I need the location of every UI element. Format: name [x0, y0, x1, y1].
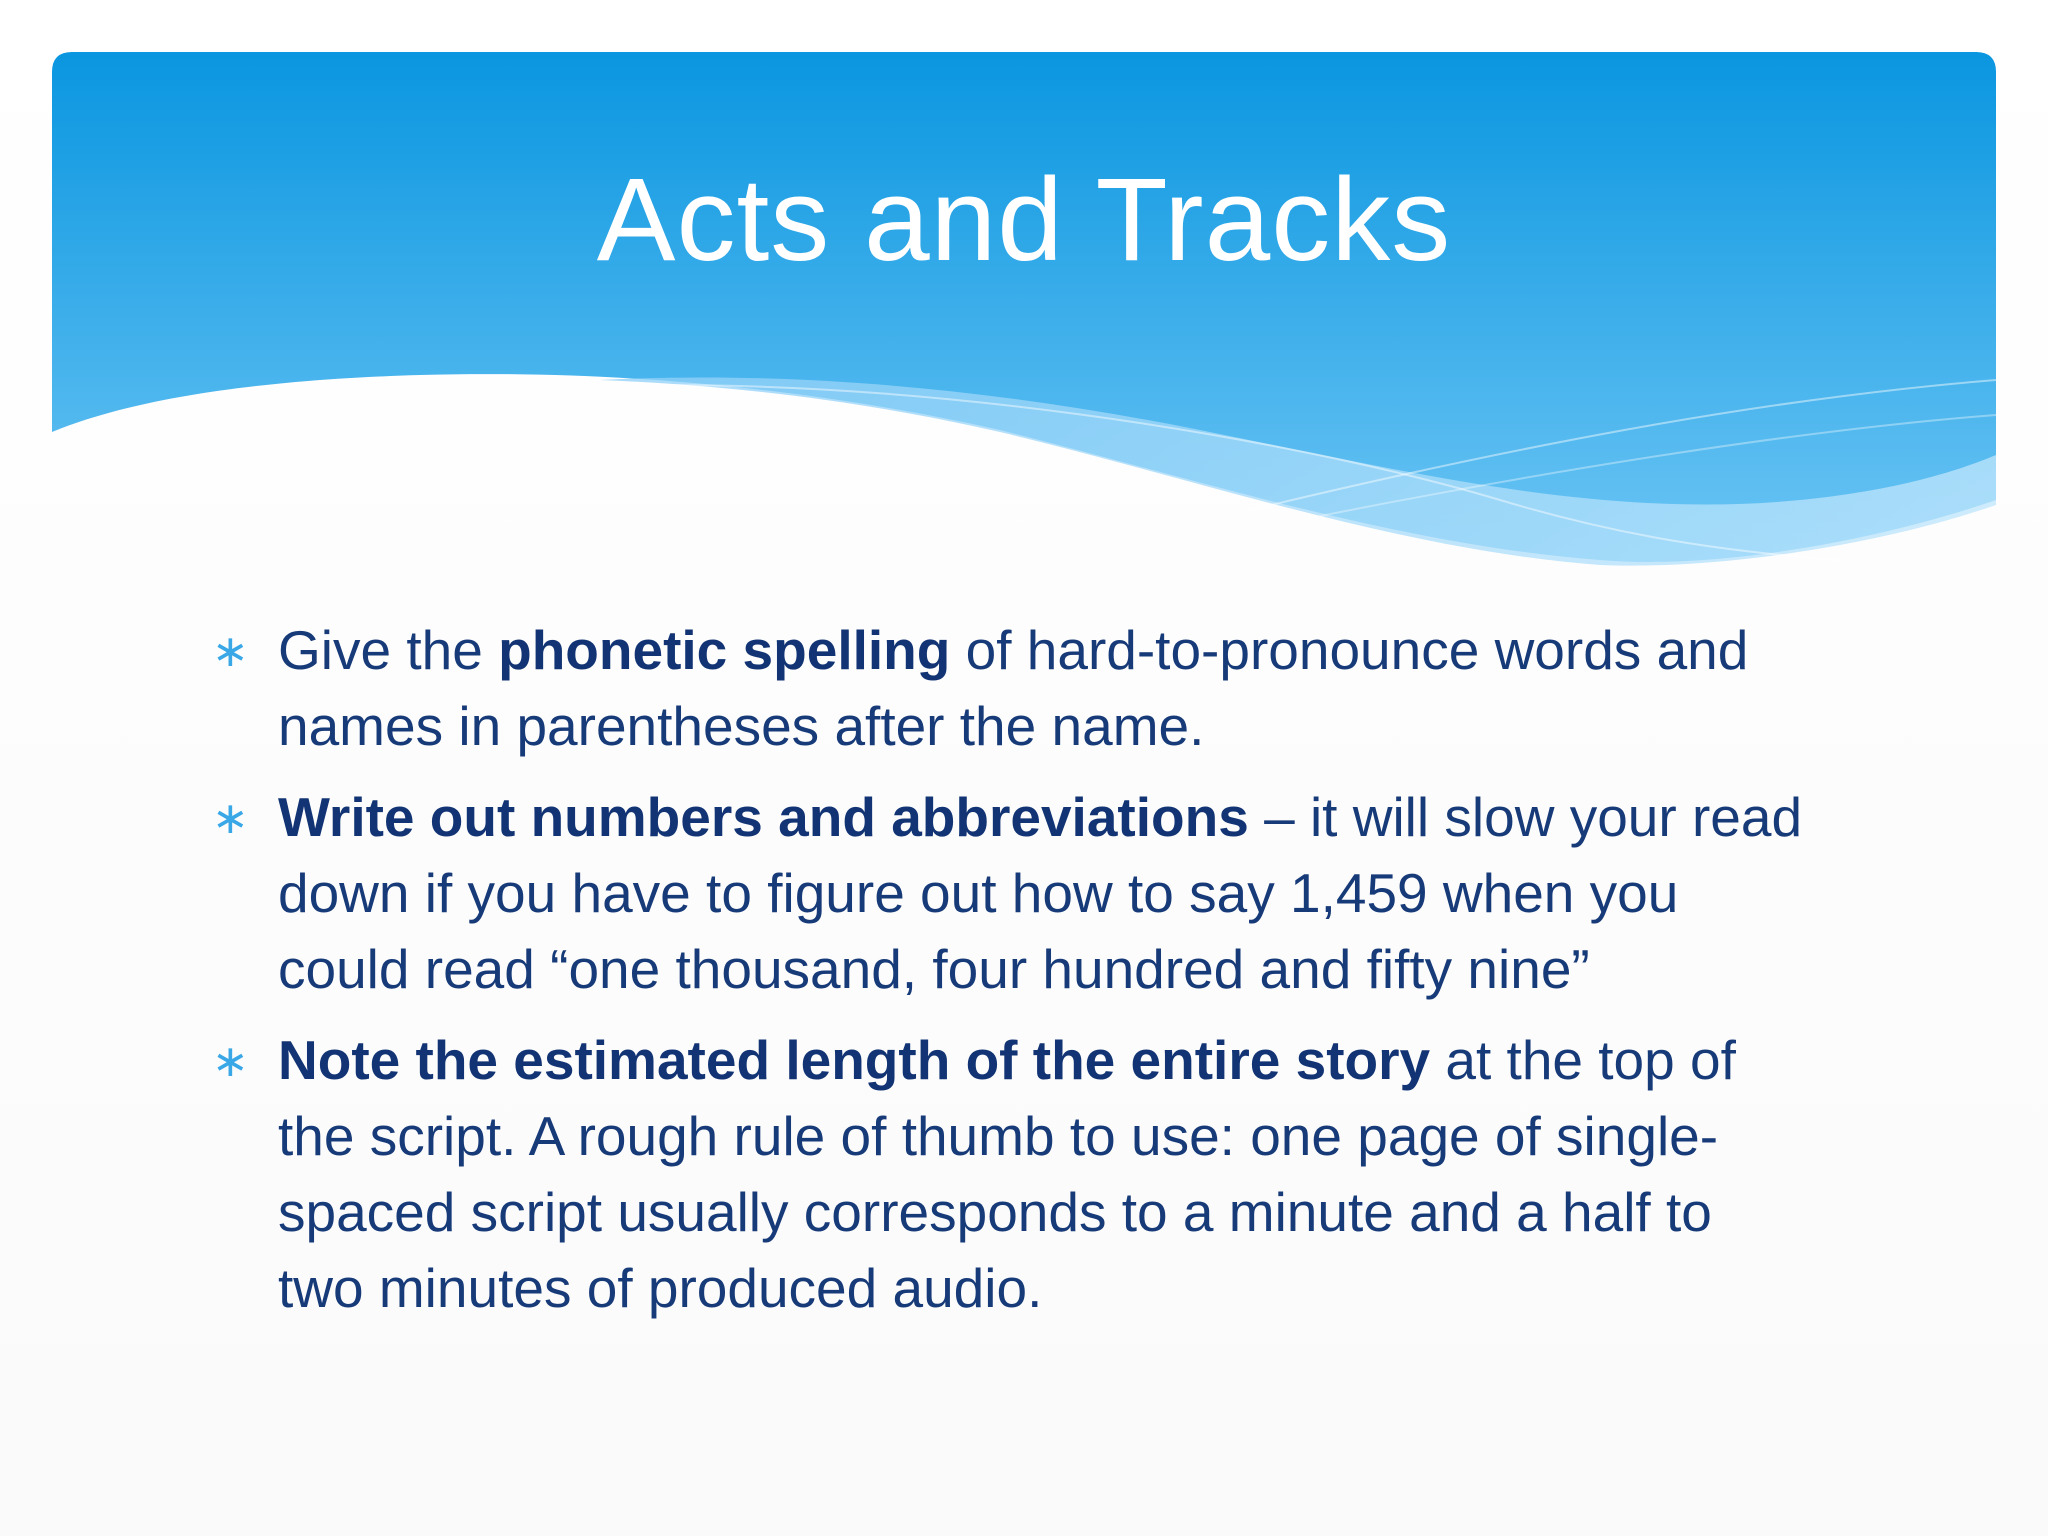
- bullet-item-phonetic-spelling: [212, 612, 1812, 764]
- bullet-text-post: of hard-to-pronounce words and names in parentheses after the name.: [278, 619, 1749, 757]
- bullet-text: [278, 1029, 1736, 1319]
- bullet-text-bold: Note the estimated length of the entire story: [278, 1029, 1431, 1091]
- asterisk-bullet-icon: ∗: [212, 1037, 249, 1086]
- asterisk-bullet-icon: ∗: [212, 627, 249, 676]
- bullet-item-estimated-length: [212, 1022, 1812, 1326]
- bullet-text: [278, 786, 1802, 1000]
- bullet-text-bold: phonetic spelling: [498, 619, 951, 681]
- asterisk-bullet-icon: ∗: [212, 794, 249, 843]
- bullet-text: [278, 619, 1748, 757]
- header-wave-graphic: [0, 0, 2048, 600]
- header-wave-banner: [0, 0, 2048, 600]
- slide-title: Acts and Tracks: [596, 154, 1452, 286]
- bullet-text-post: at the top of the script. A rough rule of thumb to use: one page of single-spaced script usually corresponds to a minute and a half to two minutes of produced audio.: [278, 1029, 1736, 1319]
- bullet-text-bold: Write out numbers and abbreviations: [278, 786, 1249, 848]
- bullet-text-post: – it will slow your read down if you have to figure out how to say 1,459 when you could read “one thousand, four hundred and fifty nine”: [278, 786, 1803, 1000]
- bullet-item-write-out-numbers: [212, 779, 1812, 1007]
- bullet-list: [212, 612, 1812, 1341]
- bullet-text-pre: Give the: [278, 619, 499, 681]
